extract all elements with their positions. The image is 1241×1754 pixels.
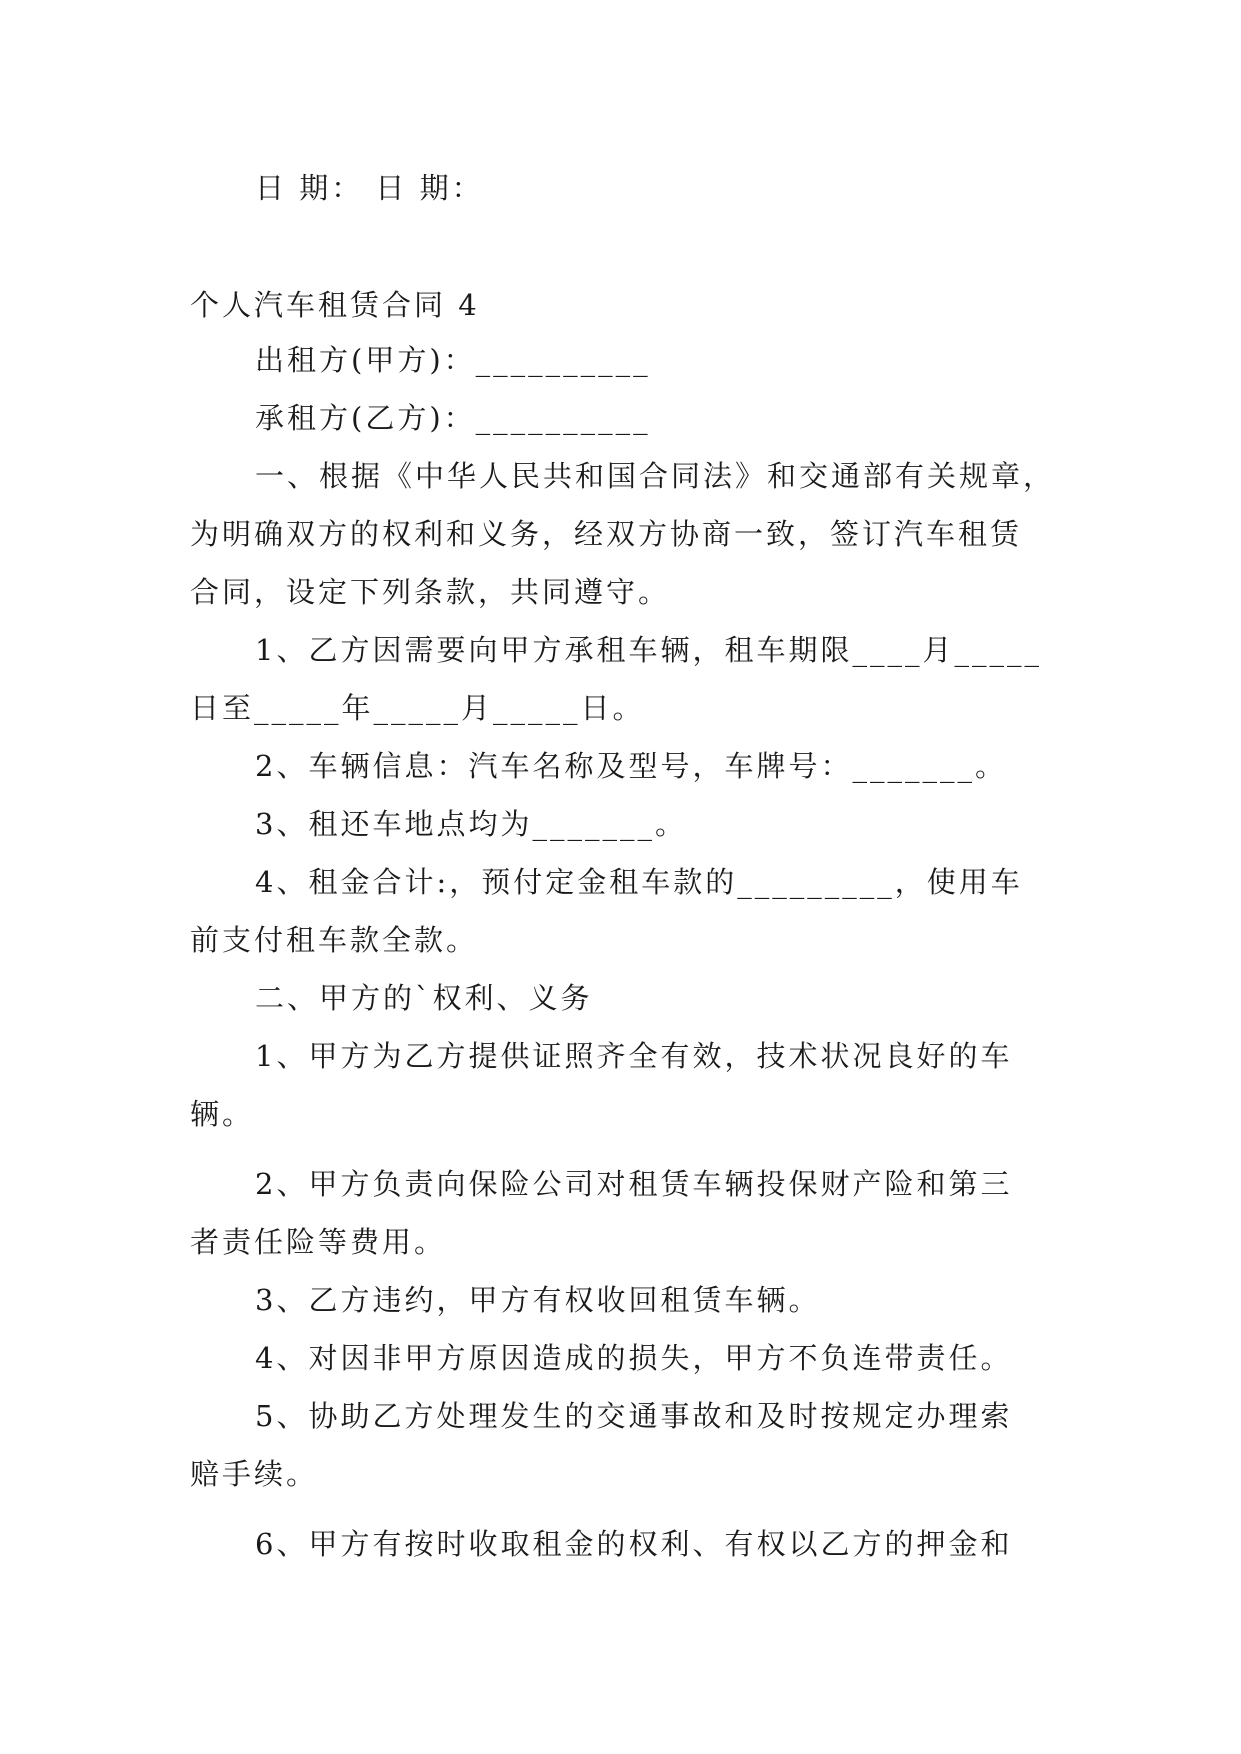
paragraph-line: 1、甲方为乙方提供证照齐全有效，技术状况良好的车 [255, 1039, 1013, 1073]
paragraph-line: 2、甲方负责向保险公司对租赁车辆投保财产险和第三 [255, 1167, 1013, 1201]
paragraph-line: 5、协助乙方处理发生的交通事故和及时按规定办理索 [255, 1399, 1013, 1433]
paragraph-line: 6、甲方有按时收取租金的权利、有权以乙方的押金和 [255, 1527, 1013, 1561]
paragraph-line: 辆。 [190, 1097, 255, 1131]
paragraph-line: 一、根据《中华人民共和国合同法》和交通部有关规章， [255, 459, 1056, 493]
paragraph-line: 日至_____年_____月_____日。 [190, 691, 645, 725]
contract-title: 个人汽车租赁合同 4 [190, 288, 480, 322]
paragraph-line: 3、乙方违约，甲方有权收回租赁车辆。 [255, 1283, 821, 1317]
paragraph-line: 4、对因非甲方原因造成的损失，甲方不负连带责任。 [255, 1341, 1013, 1375]
paragraph-line: 者责任险等费用。 [190, 1225, 447, 1259]
paragraph-line: 合同，设定下列条款，共同遵守。 [190, 575, 671, 609]
paragraph-line: 赔手续。 [190, 1457, 319, 1491]
lessee-line: 承租方(乙方)：__________ [255, 401, 651, 435]
paragraph-line: 4、租金合计:，预付定金租车款的_________，使用车 [255, 865, 1023, 899]
paragraph-line: 3、租还车地点均为_______。 [255, 807, 687, 841]
paragraph-line: 前支付租车款全款。 [190, 923, 479, 957]
date-line: 日 期： 日 期： [255, 171, 484, 205]
paragraph-line: 2、车辆信息：汽车名称及型号，车牌号：_______。 [255, 749, 1007, 783]
section-heading: 二、甲方的`权利、义务 [255, 981, 593, 1015]
paragraph-line: 为明确双方的权利和义务，经双方协商一致，签订汽车租赁 [190, 517, 1023, 551]
paragraph-line: 1、乙方因需要向甲方承租车辆，租车期限____月_____ [255, 633, 1042, 667]
lessor-line: 出租方(甲方)：__________ [255, 343, 651, 377]
